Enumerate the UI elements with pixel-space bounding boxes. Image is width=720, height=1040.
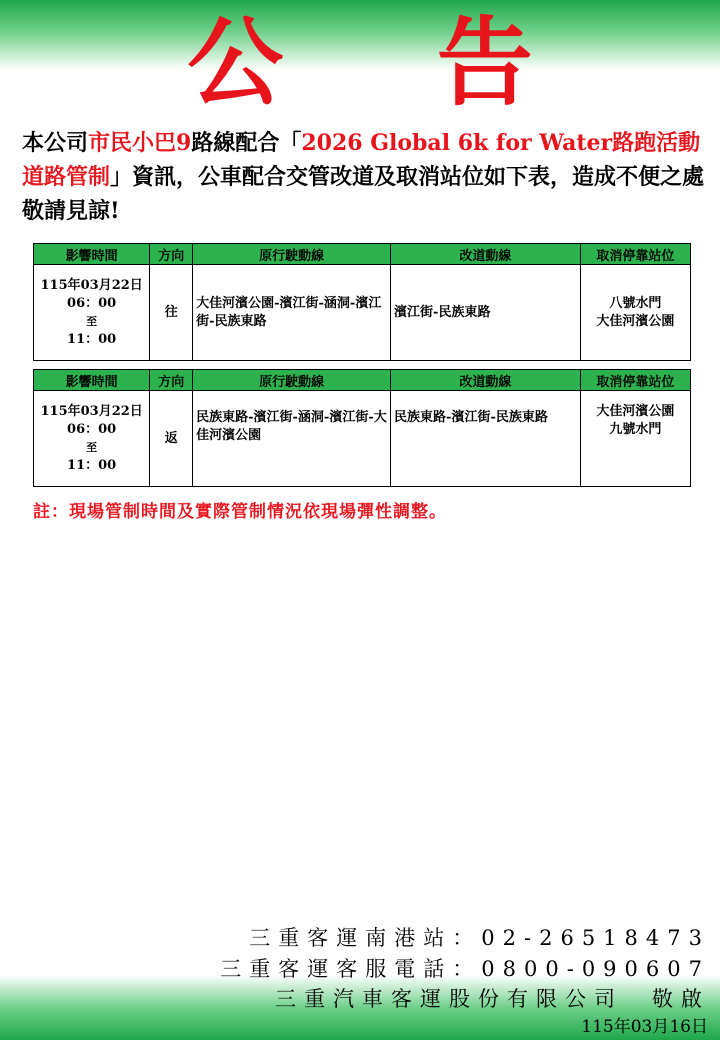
table-header-row	[34, 244, 691, 265]
intro-paragraph	[22, 126, 712, 228]
cancelled-stops-cell	[580, 265, 690, 361]
cancelled-stop: 大佳河濱公園	[596, 313, 675, 329]
event-name: 2026 Global 6k for Water路跑活動道路管制	[22, 130, 701, 190]
detour-route-cell: 民族東路-濱江街-民族東路	[391, 391, 581, 487]
intro-prefix: 本公司	[22, 130, 89, 156]
contact-service: 三重客運客服電話：0800-090607	[220, 957, 710, 981]
cancelled-stop: 八號水門	[609, 295, 662, 311]
time-start: 06：00	[67, 421, 117, 437]
time-start: 06：00	[67, 295, 117, 311]
header-time: 影響時間	[34, 370, 150, 391]
cancelled-stop: 九號水門	[609, 422, 662, 437]
original-route-cell: 大佳河濱公園-濱江街-涵洞-濱江街-民族東路	[193, 265, 391, 361]
header-original-route: 原行駛動線	[193, 244, 391, 265]
schedule-table-return	[33, 369, 691, 487]
time-end: 11：00	[67, 457, 117, 473]
footnote: 註：現場管制時間及實際管制情況依現場彈性調整。	[33, 502, 447, 522]
affected-time	[34, 391, 150, 487]
schedule-table-outbound	[33, 243, 691, 361]
company-signature: 三重汽車客運股份有限公司 敬啟	[275, 987, 710, 1011]
header-direction: 方向	[150, 244, 193, 265]
header-cancelled-stops: 取消停靠站位	[580, 244, 690, 265]
intro-mid: 路線配合「	[191, 130, 302, 156]
direction-cell: 返	[150, 391, 193, 487]
route-name: 市民小巴9	[88, 130, 192, 156]
direction-cell: 往	[150, 265, 193, 361]
detour-route-cell: 濱江街-民族東路	[391, 265, 581, 361]
header-cancelled-stops: 取消停靠站位	[580, 370, 690, 391]
contact-nangang: 三重客運南港站：02-26518473	[249, 926, 710, 950]
notice-date: 115年03月16日	[581, 1017, 708, 1037]
time-to: 至	[86, 314, 98, 328]
intro-suffix: 」資訊，公車配合交管改道及取消站位如下表，造成不便之處敬請見諒!	[22, 164, 705, 224]
notice-title: 公 告	[187, 7, 593, 119]
header-original-route: 原行駛動線	[193, 370, 391, 391]
original-route-cell: 民族東路-濱江街-涵洞-濱江街-大佳河濱公園	[193, 391, 391, 487]
header-detour-route: 改道動線	[391, 244, 581, 265]
header-detour-route: 改道動線	[391, 370, 581, 391]
table-row	[34, 391, 691, 487]
header-time: 影響時間	[34, 244, 150, 265]
header-direction: 方向	[150, 370, 193, 391]
affected-time	[34, 265, 150, 361]
cancelled-stops-cell	[580, 391, 690, 487]
table-row	[34, 265, 691, 361]
cancelled-stop: 大佳河濱公園	[596, 404, 675, 419]
time-date: 115年03月22日	[40, 277, 143, 293]
time-end: 11：00	[67, 331, 117, 347]
time-to: 至	[86, 440, 98, 454]
table-header-row	[34, 370, 691, 391]
time-date: 115年03月22日	[40, 403, 143, 419]
